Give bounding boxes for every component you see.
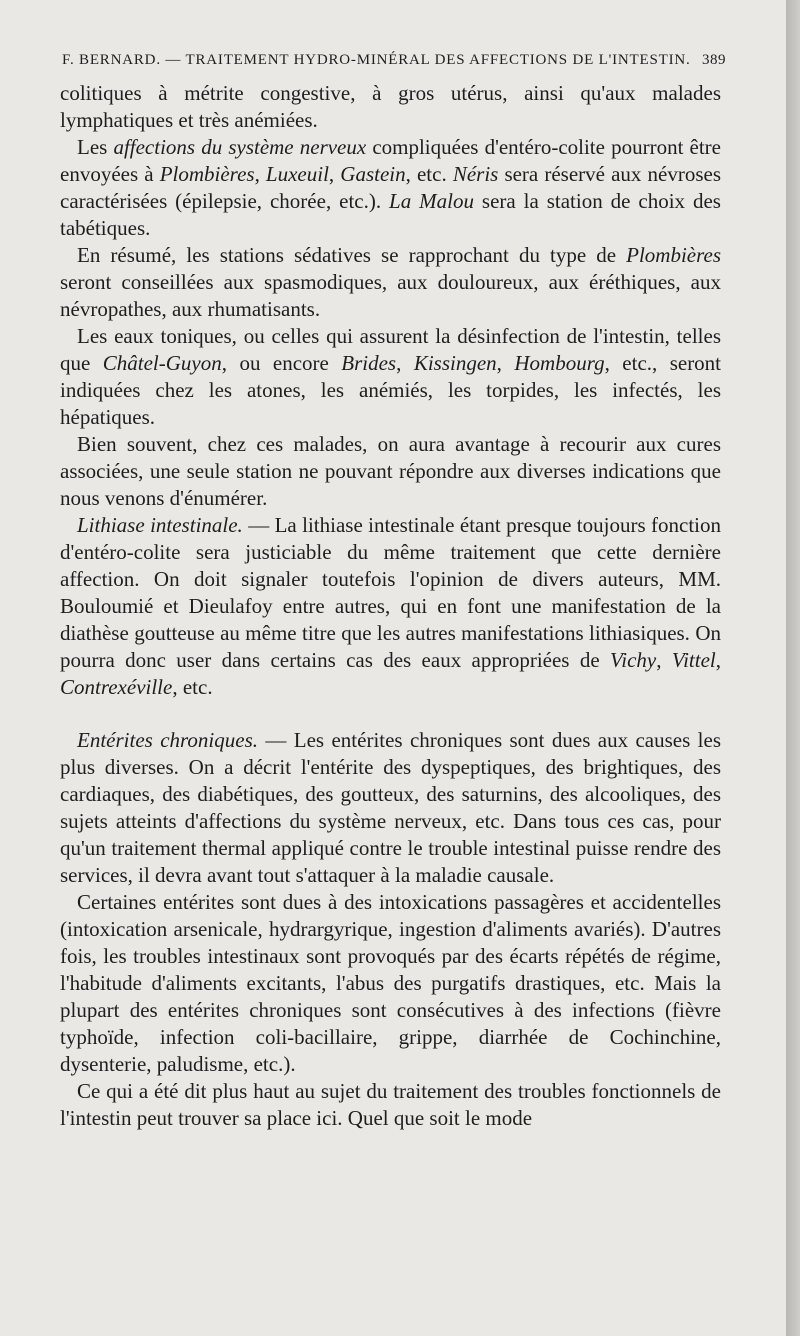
page-body bbox=[60, 80, 721, 1132]
paragraph-intestinal-lithiasis: Lithiase intestinale. — La lithiase intestinale étant presque toujours fonction d'entéro-colite sera justiciable du même traitement que cette dernière affection. On doit signaler toutefois l'opinion de divers auteurs, MM. Bouloumié et Dieulafoy entre autres, qui en font une manifestation de la diathèse goutteuse au même titre que les autres manifestations lithiasiques. On pourra donc user dans certains cas des eaux appropriées de Vichy, Vittel, Contrexéville, etc. bbox=[60, 513, 721, 699]
paragraph-tonic-waters: Les eaux toniques, ou celles qui assurent la désinfection de l'intestin, telles que Châtel-Guyon, ou encore Brides, Kissingen, Hombourg, etc., seront indiquées chez les atones, les anémiés, les torpides, les infectés, les hépatiques. bbox=[60, 324, 722, 429]
paragraph-intoxications: Certaines entérites sont dues à des intoxications passagères et accidentelles (intoxication arsenicale, hydrargyrique, ingestion d'aliments avariés). D'autres fois, les troubles intestinaux sont provoqués par des écarts répétés de régime, l'habitude d'aliments excitants, l'abus des purgatifs drastiques, etc. Mais la plupart des entérites chroniques sont consécutives à des infections (fièvre typhoïde, infection coli-bacillaire, grippe, diarrhée de Cochinchine, dysenterie, paludisme, etc.). bbox=[60, 890, 721, 1076]
running-title: F. BERNARD. — TRAITEMENT HYDRO-MINÉRAL DES AFFECTIONS DE L'INTESTIN. bbox=[62, 52, 691, 68]
paragraph-nervous-system: Les affections du système nerveux compliquées d'entéro-colite pourront être envoyées à Plombières, Luxeuil, Gastein, etc. Néris sera réservé aux névroses caractérisées (épilepsie, chorée, etc.). La Malou sera la station de choix des tabétiques. bbox=[60, 135, 721, 240]
paragraph-chronic-enteritis: Entérites chroniques. — Les entérites chroniques sont dues aux causes les plus diverses. On a décrit l'entérite des dyspeptiques, des brightiques, des cardiaques, des diabétiques, des goutteux, des saturnins, des alcooliques, des sujets atteints d'affections du système nerveux, etc. Dans tous ces cas, pour qu'un traitement thermal appliqué contre le trouble intestinal puisse rendre des services, il devra avant tout s'attaquer à la maladie causale. bbox=[60, 728, 721, 887]
running-header bbox=[62, 52, 726, 69]
section-heading-enterites: Entérites chroniques. bbox=[77, 728, 258, 752]
page-edge-shadow bbox=[786, 0, 800, 1336]
page-number: 389 bbox=[702, 52, 726, 68]
paragraph-continuation: colitiques à métrite congestive, à gros utérus, ainsi qu'aux malades lymphatiques et très anémiées. bbox=[60, 81, 721, 132]
paragraph-summary: En résumé, les stations sédatives se rapprochant du type de Plombières seront conseillées aux spasmodiques, aux douloureux, aux éréthiques, aux névropathes, aux rhumatisants. bbox=[60, 243, 721, 321]
section-heading-lithiase: Lithiase intestinale. bbox=[77, 513, 243, 537]
paragraph-functional-troubles: Ce qui a été dit plus haut au sujet du traitement des troubles fonctionnels de l'intestin peut trouver sa place ici. Quel que soit le mode bbox=[60, 1079, 721, 1130]
paragraph-combined-cures: Bien souvent, chez ces malades, on aura avantage à recourir aux cures associées, une seule station ne pouvant répondre aux diverses indications que nous venons d'énumérer. bbox=[60, 432, 721, 510]
